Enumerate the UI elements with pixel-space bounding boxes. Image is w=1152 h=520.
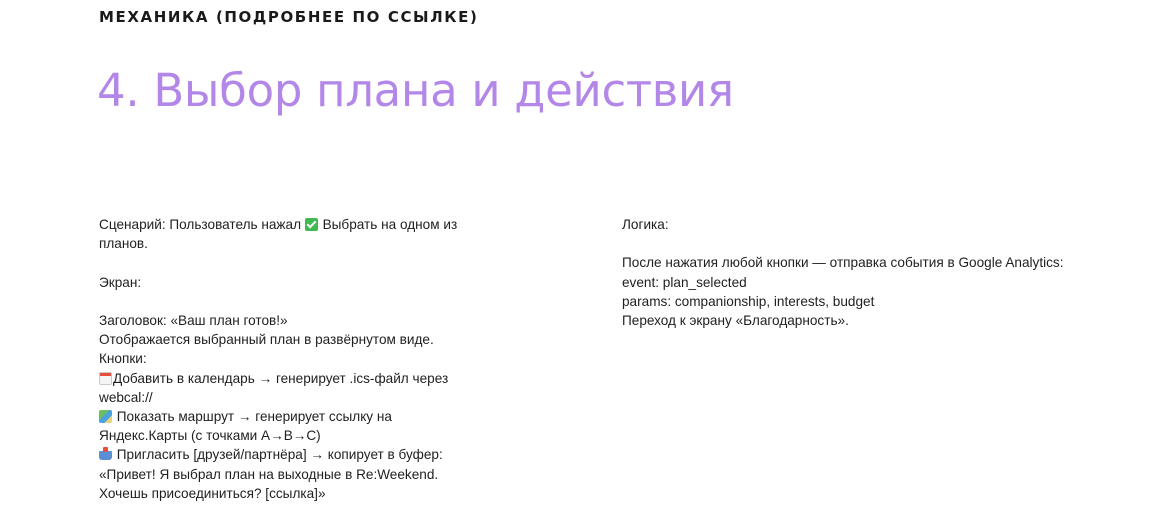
logic-column xyxy=(622,215,1122,330)
scenario-line-2: планов. xyxy=(99,236,148,252)
invite-button-text: Пригласить [друзей/партнёра] → копирует в буфер: xyxy=(113,447,443,463)
scenario-column xyxy=(99,215,499,503)
buttons-label: Кнопки: xyxy=(99,351,147,367)
scenario-line xyxy=(99,215,499,234)
check-mark-button-icon xyxy=(305,218,318,231)
calendar-icon xyxy=(99,372,112,385)
logic-line-analytics: После нажатия любой кнопки — отправка события в Google Analytics: xyxy=(622,255,1064,271)
page-title: 4. Выбор плана и действия xyxy=(97,64,734,117)
route-button-text: Показать маршрут → генерирует ссылку на xyxy=(113,409,392,424)
logic-line-params: params: companionship, interests, budget xyxy=(622,293,875,309)
logic-line-event: event: plan_selected xyxy=(622,274,747,290)
invite-button-spec-line-3: Хочешь присоединиться? [ссылка]» xyxy=(99,485,326,501)
route-button-spec-line-2: Яндекс.Карты (с точками A→B→C) xyxy=(99,428,321,444)
heading-description: Заголовок: «Ваш план готов!» xyxy=(99,312,288,328)
inbox-tray-icon xyxy=(99,451,112,460)
calendar-button-spec xyxy=(99,369,499,388)
logic-line-transition: Переход к экрану «Благодарность». xyxy=(622,313,849,328)
invite-button-spec-line-2: «Привет! Я выбрал план на выходные в Re:Weekend. xyxy=(99,466,439,482)
logic-label: Логика: xyxy=(622,217,669,232)
scenario-prefix: Сценарий: Пользователь нажал xyxy=(99,217,302,232)
invite-button-spec xyxy=(99,445,499,464)
route-button-spec xyxy=(99,407,499,426)
display-description: Отображается выбранный план в развёрнутом виде. xyxy=(99,332,434,348)
calendar-button-text: Добавить в календарь → генерирует .ics-файл через xyxy=(113,370,449,386)
screen-label: Экран: xyxy=(99,274,142,290)
scenario-suffix: Выбрать на одном из xyxy=(322,217,458,232)
calendar-button-spec-line-2: webcal:// xyxy=(99,389,153,405)
section-label[interactable]: МЕХАНИКА (ПОДРОБНЕЕ ПО ССЫЛКЕ) xyxy=(99,8,479,26)
map-icon xyxy=(99,410,112,423)
